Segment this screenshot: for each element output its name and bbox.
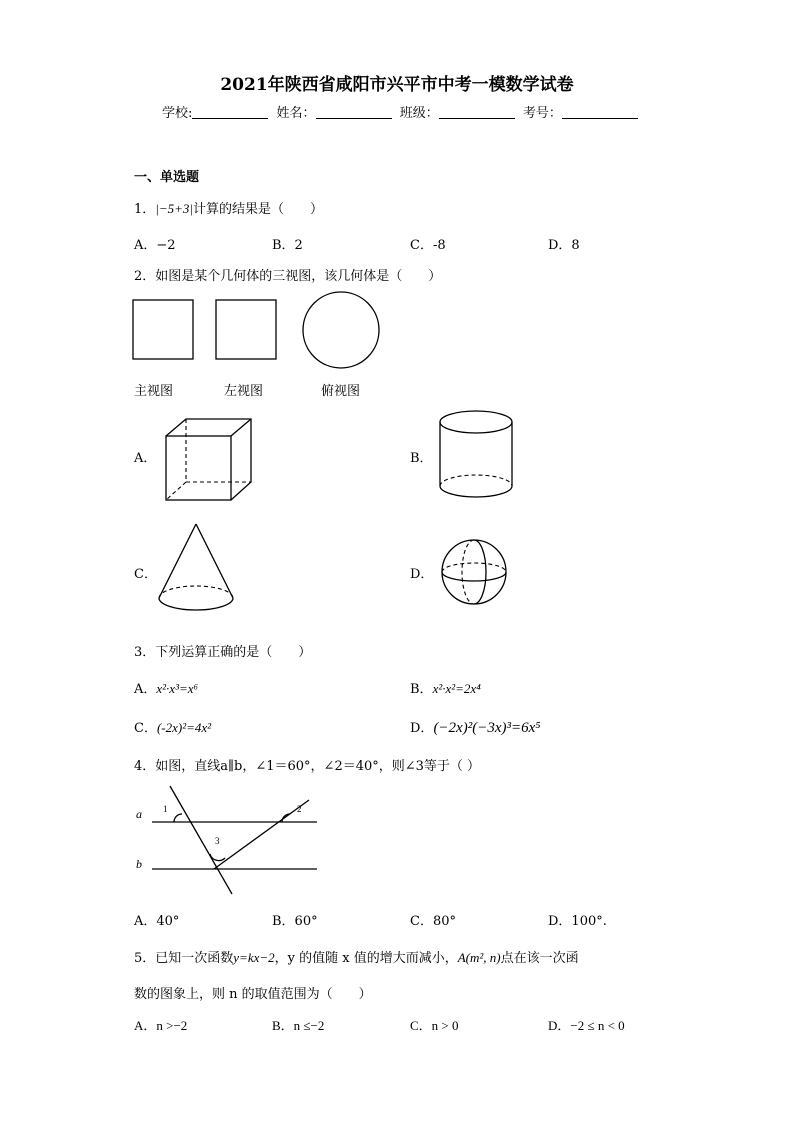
q5-function: y=kx−2 (233, 950, 275, 965)
q3-option-c-expr: (-2x)²=4x² (156, 720, 212, 735)
q4-option-a[interactable]: A．40° (134, 914, 180, 929)
question-4: 4．如图，直线a∥b，∠1＝60°，∠2＝40°，则∠3等于（ ） (134, 759, 481, 774)
question-1 (134, 198, 323, 217)
q4-option-b[interactable]: B．60° (272, 914, 318, 929)
section-heading: 一、单选题 (134, 170, 200, 185)
q1-option-b[interactable]: B．2 (272, 238, 303, 253)
q1-option-d[interactable]: D．8 (548, 238, 580, 253)
label-a: a (136, 807, 142, 821)
q1-text: 计算的结果是（ ） (192, 202, 323, 217)
name-blank[interactable] (316, 104, 392, 119)
label-2: 2 (297, 804, 302, 814)
top-view-circle (303, 292, 379, 368)
front-view-label: 主视图 (134, 384, 174, 399)
q2-option-c[interactable]: C． (134, 567, 157, 582)
label-b: b (136, 857, 142, 871)
q3-option-d-expr: (−2x)²(−3x)³=6x⁵ (433, 720, 541, 736)
name-label: 姓名： (276, 106, 316, 121)
q3-option-d[interactable] (410, 717, 540, 737)
student-info-line (162, 102, 642, 121)
q4-option-c[interactable]: C．80° (410, 914, 456, 929)
question-2: 2．如图是某个几何体的三视图，该几何体是（ ） (134, 269, 442, 284)
q3-option-c[interactable] (134, 717, 211, 736)
label-3: 3 (215, 836, 220, 846)
q3-option-b-expr: x²·x²=2x⁴ (432, 681, 481, 696)
front-view-square (133, 300, 193, 359)
q3-option-b[interactable] (410, 678, 481, 697)
q2-option-d[interactable]: D． (410, 567, 434, 582)
q3-option-a-expr: x²·x³=x⁶ (156, 681, 199, 696)
q3-option-c-letter: C． (134, 721, 157, 736)
question-5-line-2: 数的图象上，则 n 的取值范围为（ ） (134, 987, 372, 1002)
question-5-line-1 (134, 947, 579, 966)
q5-text-1: 5．已知一次函数 (134, 951, 234, 966)
q5-option-b[interactable]: B．n ≤−2 (272, 1018, 325, 1033)
q5-point: A(m², n) (457, 950, 501, 965)
q2-option-b[interactable]: B． (410, 451, 433, 466)
label-1: 1 (163, 804, 168, 814)
number-blank[interactable] (562, 104, 638, 119)
q5-text-3: 点在该一次函 (500, 951, 579, 966)
page-title: 2021年陕西省咸阳市兴平市中考一模数学试卷 (220, 75, 574, 95)
question-3: 3．下列运算正确的是（ ） (134, 645, 312, 660)
top-view-label: 俯视图 (321, 384, 361, 399)
number-label: 考号： (522, 106, 562, 121)
q5-text-2: ，y 的值随 x 值的增大而减小， (274, 951, 458, 966)
transversal-1 (170, 786, 232, 894)
q3-option-a[interactable] (134, 678, 198, 697)
class-label: 班级： (399, 106, 439, 121)
q2-option-a[interactable]: A． (134, 451, 157, 466)
q1-option-a[interactable]: A．−2 (134, 238, 176, 253)
q5-option-c[interactable]: C．n > 0 (410, 1018, 459, 1033)
q3-option-a-letter: A． (134, 682, 157, 697)
q5-option-a[interactable]: A．n >−2 (134, 1018, 188, 1033)
side-view-square (216, 300, 276, 359)
q5-option-d[interactable]: D．−2 ≤ n < 0 (548, 1018, 625, 1033)
cone-figure (156, 520, 236, 616)
school-label: 学校: (162, 106, 193, 121)
cube-figure (160, 416, 256, 504)
q1-option-c[interactable]: C．-8 (410, 238, 446, 253)
side-view-label: 左视图 (224, 384, 264, 399)
sphere-figure (440, 538, 508, 606)
cylinder-figure (438, 410, 516, 502)
transversal-2 (214, 800, 309, 869)
school-blank[interactable] (192, 104, 268, 119)
parallel-lines-figure (130, 780, 330, 900)
q1-expression: |−5+3| (155, 201, 193, 216)
q3-option-b-letter: B． (410, 682, 433, 697)
q3-option-d-letter: D． (410, 721, 434, 736)
q1-number: 1． (134, 202, 156, 217)
class-blank[interactable] (439, 104, 515, 119)
q4-option-d[interactable]: D．100°. (548, 914, 607, 929)
